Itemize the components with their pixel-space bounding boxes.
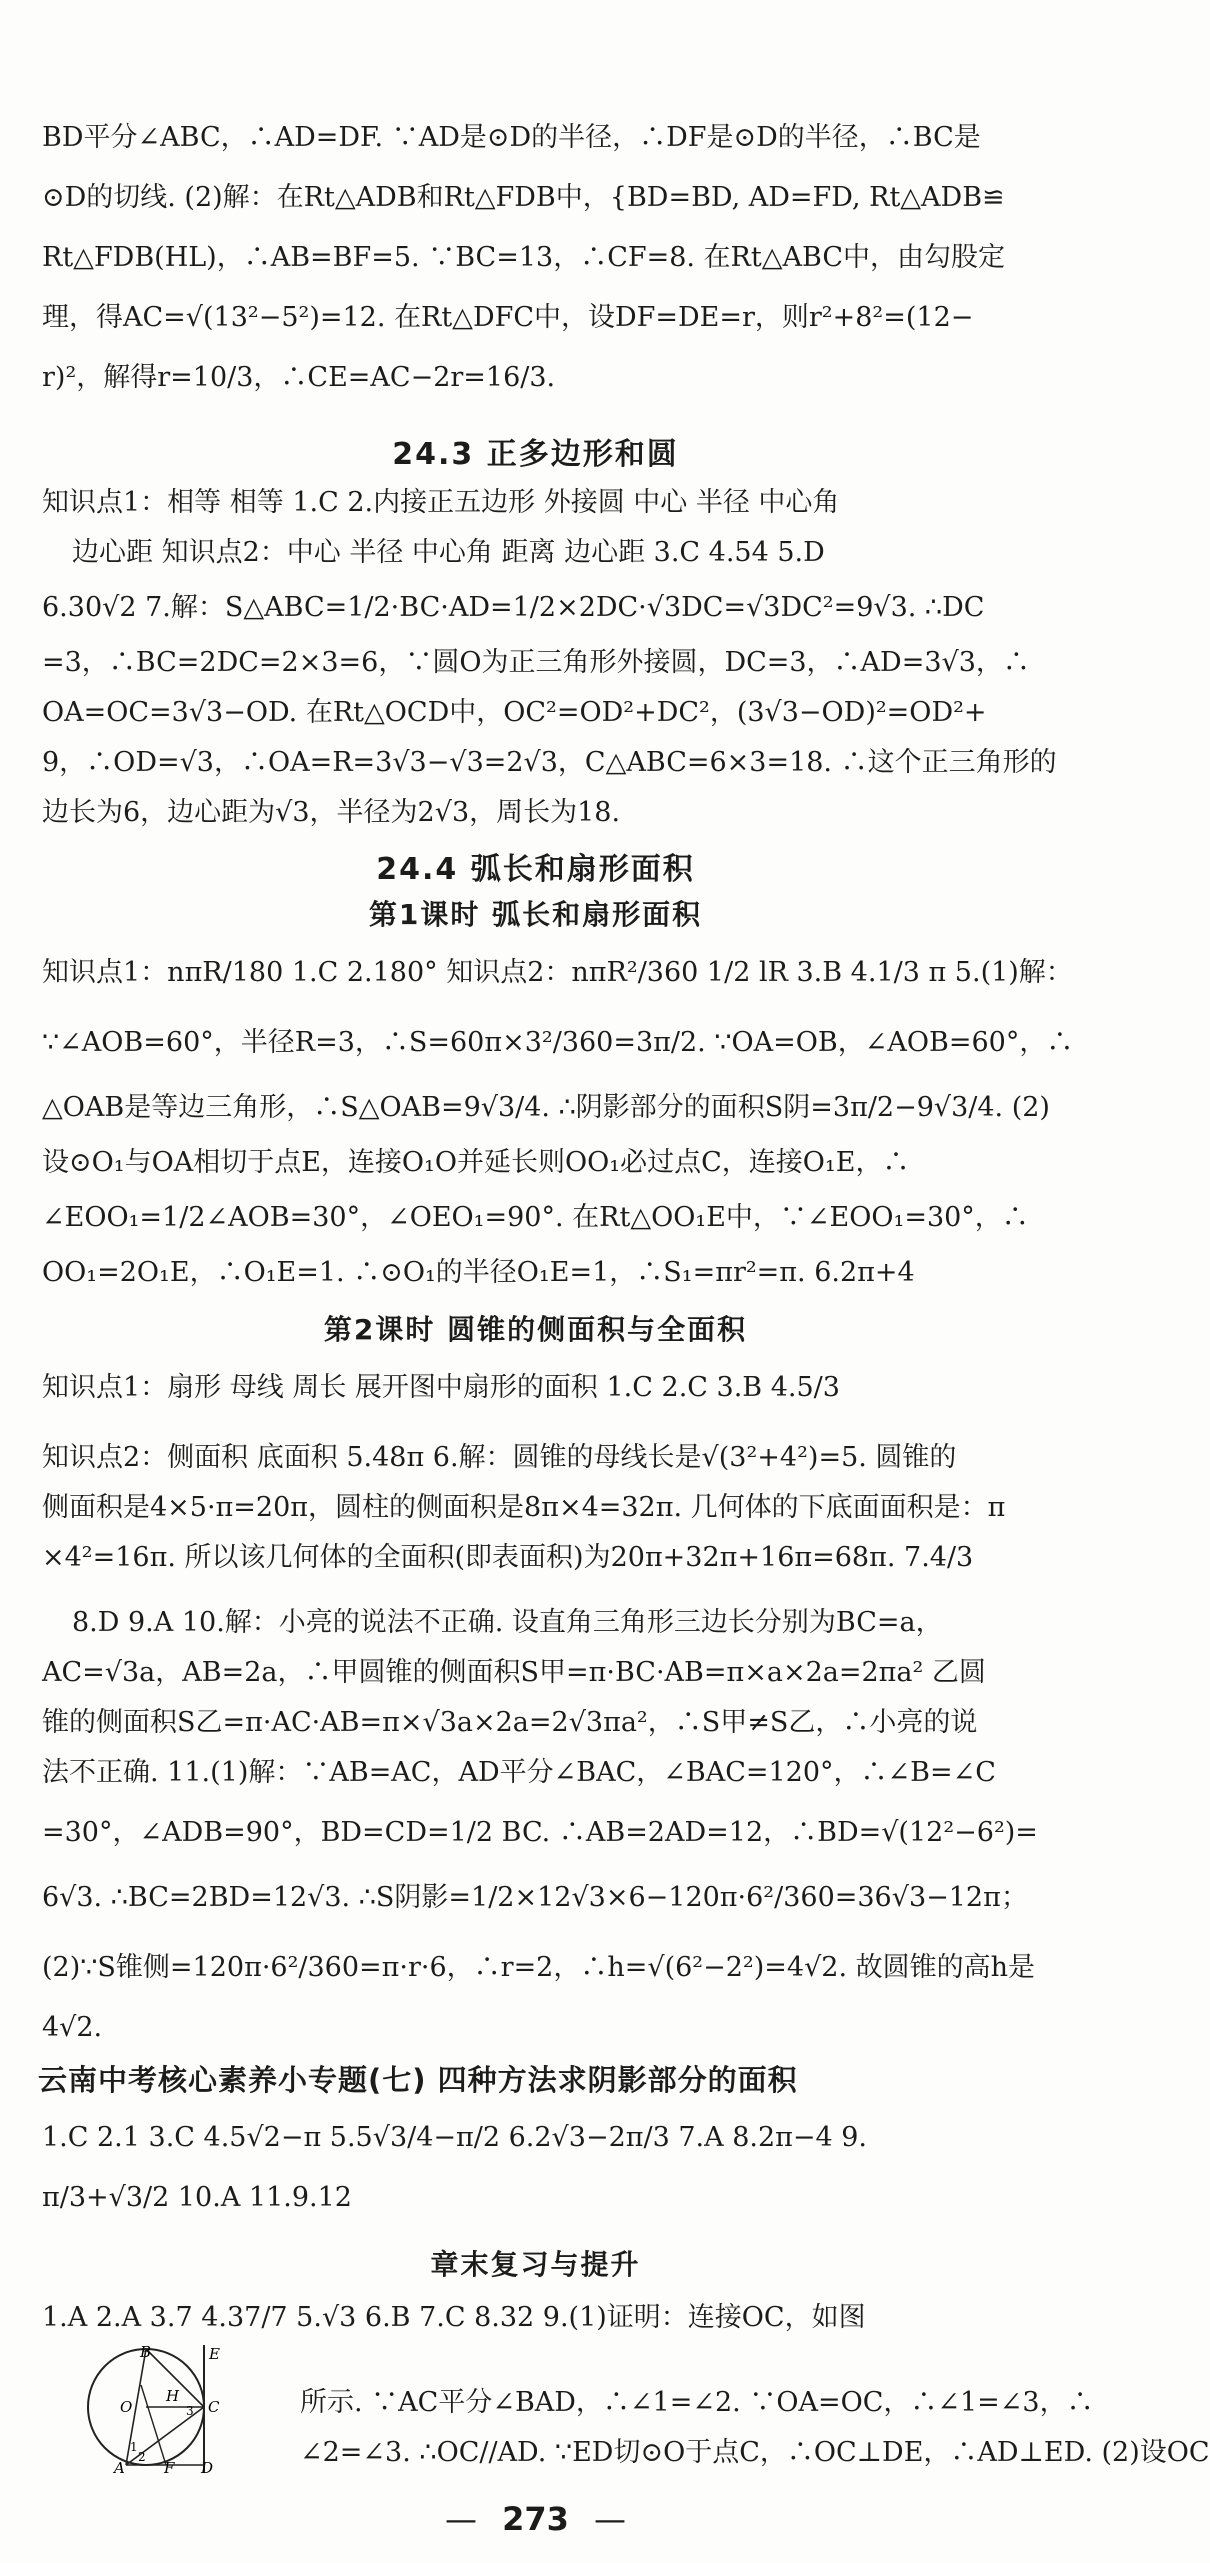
text-line: 知识点1：nπR/180 1.C 2.180° 知识点2：nπR²/360 1/2 lR 3.B 4.1/3 π 5.(1)解： (42, 957, 1073, 988)
label-d: D (201, 2459, 214, 2477)
label-h: H (166, 2387, 180, 2405)
page-number-dash-left: — (444, 2500, 477, 2538)
label-f: F (164, 2459, 175, 2477)
angle-label-2: 2 (138, 2450, 146, 2464)
text-line: 4√2. (42, 2012, 103, 2043)
text-line: AC=√3a，AB=2a，∴甲圆锥的侧面积S甲=π·BC·AB=π×a×2a=2πa² 乙圆 (42, 1657, 986, 1688)
text-line: ∵∠AOB=60°，半径R=3，∴S=60π×3²/360=3π/2. ∵OA=OB，∠AOB=60°，∴ (42, 1027, 1074, 1058)
text-line: (2)∵S锥侧=120π·6²/360=π·r·6，∴r=2，∴h=√(6²−2²)=4√2. 故圆锥的高h是 (42, 1952, 1036, 1983)
text-line: 8.D 9.A 10.解：小亮的说法不正确. 设直角三角形三边长分别为BC=a， (72, 1607, 943, 1638)
text-line: 边心距 知识点2：中心 半径 中心角 距离 边心距 3.C 4.54 5.D (72, 537, 825, 568)
text-line: △OAB是等边三角形，∴S△OAB=9√3/4. ∴阴影部分的面积S阴=3π/2−9√3/4. (2) (42, 1092, 1050, 1123)
text-line: 知识点1：相等 相等 1.C 2.内接正五边形 外接圆 中心 半径 中心角 (42, 487, 840, 518)
text-line: ∠2=∠3. ∴OC//AD. ∵ED切⊙O于点C，∴OC⊥DE，∴AD⊥ED. (2)设OC (300, 2437, 1210, 2468)
text-line: OA=OC=3√3−OD. 在Rt△OCD中，OC²=OD²+DC²，(3√3−OD)²=OD²+ (42, 697, 987, 728)
text-line: 设⊙O₁与OA相切于点E，连接O₁O并延长则OO₁必过点C，连接O₁E，∴ (42, 1147, 910, 1178)
text-line: ⊙D的切线. (2)解：在Rt△ADB和Rt△FDB中，{BD=BD, AD=FD, Rt△ADB≌ (42, 182, 1005, 213)
section-heading: 24.4 弧长和扇形面积 (376, 852, 695, 887)
angle-label-3: 3 (186, 2404, 194, 2418)
lesson-heading: 第1课时 弧长和扇形面积 (368, 898, 703, 931)
lesson-heading: 第2课时 圆锥的侧面积与全面积 (323, 1313, 748, 1346)
text-line: 9，∴OD=√3，∴OA=R=3√3−√3=2√3，C△ABC=6×3=18. ∴这个正三角形的 (42, 747, 1057, 778)
text-line: 6.30√2 7.解：S△ABC=1/2·BC·AD=1/2×2DC·√3DC=√3DC²=9√3. ∴DC (42, 592, 985, 623)
text-line: 边长为6，边心距为√3，半径为2√3，周长为18. (42, 797, 621, 828)
page-number-dash-right: — (594, 2500, 627, 2538)
text-line: Rt△FDB(HL)，∴AB=BF=5. ∵BC=13，∴CF=8. 在Rt△ABC中，由勾股定 (42, 242, 1005, 273)
text-line: 法不正确. 11.(1)解：∵AB=AC，AD平分∠BAC，∠BAC=120°，∴∠B=∠C (42, 1757, 996, 1788)
text-line: ×4²=16π. 所以该几何体的全面积(即表面积)为20π+32π+16π=68π. 7.4/3 (42, 1542, 974, 1573)
label-a: A (114, 2459, 125, 2477)
text-line: 侧面积是4×5·π=20π，圆柱的侧面积是8π×4=32π. 几何体的下底面面积是：π (42, 1492, 1006, 1523)
text-line: 知识点1：扇形 母线 周长 展开图中扇形的面积 1.C 2.C 3.B 4.5/3 (42, 1372, 840, 1403)
text-line: OO₁=2O₁E，∴O₁E=1. ∴⊙O₁的半径O₁E=1，∴S₁=πr²=π. 6.2π+4 (42, 1257, 915, 1288)
section-heading: 24.3 正多边形和圆 (392, 437, 679, 472)
text-line: 锥的侧面积S乙=π·AC·AB=π×√3a×2a=2√3πa²，∴S甲≠S乙，∴小亮的说 (42, 1707, 978, 1738)
text-line: 知识点2：侧面积 底面积 5.48π 6.解：圆锥的母线长是√(3²+4²)=5. 圆锥的 (42, 1442, 957, 1473)
text-line: 所示. ∵AC平分∠BAD，∴∠1=∠2. ∵OA=OC，∴∠1=∠3，∴ (300, 2387, 1094, 2418)
text-line: BD平分∠ABC，∴AD=DF. ∵AD是⊙D的半径，∴DF是⊙D的半径，∴BC是 (42, 122, 981, 153)
text-line: 1.A 2.A 3.7 4.37/7 5.√3 6.B 7.C 8.32 9.(1)证明：连接OC，如图 (42, 2302, 866, 2333)
text-line: π/3+√3/2 10.A 11.9.12 (42, 2182, 352, 2213)
section-heading: 章末复习与提升 (430, 2248, 641, 2281)
text-line: =3，∴BC=2DC=2×3=6，∵圆O为正三角形外接圆，DC=3，∴AD=3√3，∴ (42, 647, 1030, 678)
text-line: ∠EOO₁=1/2∠AOB=30°，∠OEO₁=90°. 在Rt△OO₁E中，∵∠EOO₁=30°，∴ (42, 1202, 1029, 1233)
angle-label-1: 1 (130, 2440, 138, 2454)
text-line: 6√3. ∴BC=2BD=12√3. ∴S阴影=1/2×12√3×6−120π·6²/360=36√3−12π； (42, 1882, 1028, 1913)
text-line: 理，得AC=√(13²−5²)=12. 在Rt△DFC中，设DF=DE=r，则r²+8²=(12− (42, 302, 974, 333)
label-b: B (140, 2343, 152, 2361)
page-number (0, 2500, 1071, 2538)
label-e: E (209, 2345, 220, 2363)
page-number-value: 273 (502, 2500, 569, 2538)
text-line: 1.C 2.1 3.C 4.5√2−π 5.5√3/4−π/2 6.2√3−2π/3 7.A 8.2π−4 9. (42, 2122, 868, 2153)
topic-heading: 云南中考核心素养小专题(七) 四种方法求阴影部分的面积 (38, 2063, 798, 2097)
text-line: r)²，解得r=10/3，∴CE=AC−2r=16/3. (42, 362, 556, 393)
text-line: =30°，∠ADB=90°，BD=CD=1/2 BC. ∴AB=2AD=12，∴BD=√(12²−6²)= (42, 1817, 1038, 1848)
geometry-figure (36, 2345, 276, 2475)
label-c: C (208, 2398, 220, 2416)
label-o: O (120, 2398, 133, 2416)
